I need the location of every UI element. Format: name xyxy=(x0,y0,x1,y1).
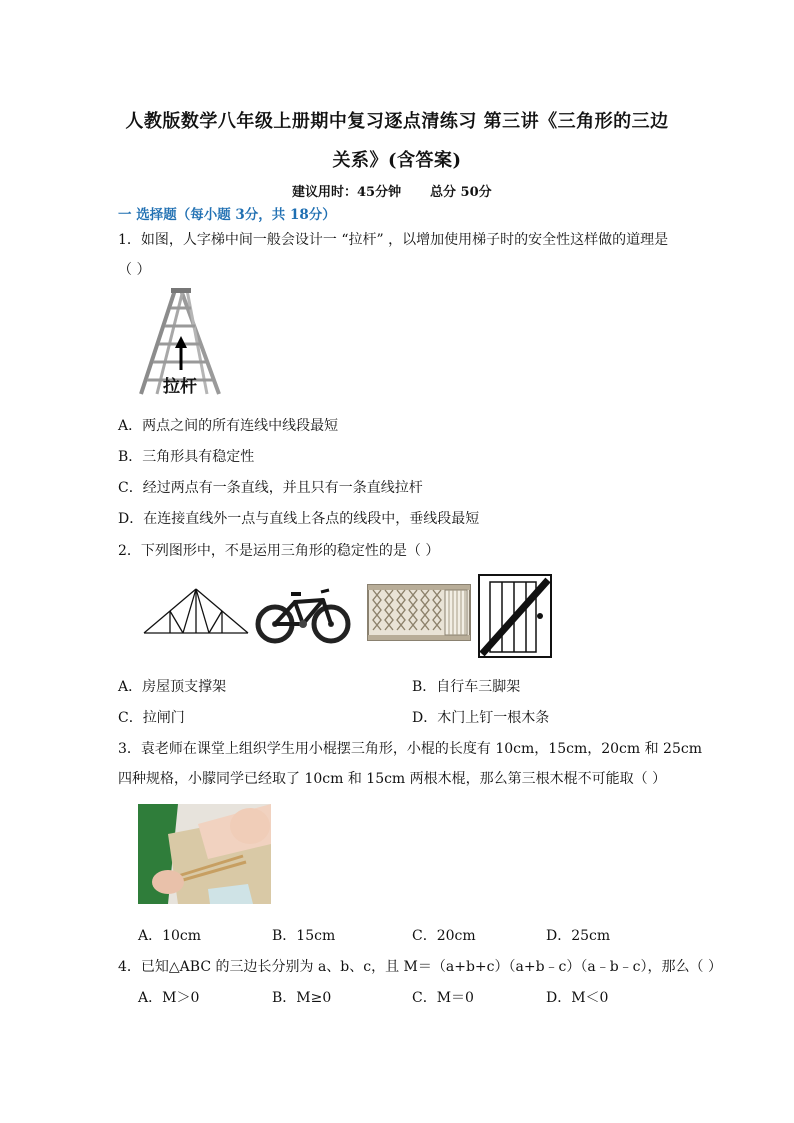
question-1-option-b[interactable]: B．三角形具有稳定性 xyxy=(118,449,255,465)
question-3-option-a[interactable]: A．10cm xyxy=(138,928,202,944)
folding-gate-figure xyxy=(367,584,471,641)
question-2-text: 2．下列图形中，不是运用三角形的稳定性的是（ ） xyxy=(118,543,440,559)
bicycle-figure xyxy=(255,582,351,644)
question-4-option-b[interactable]: B．M≥0 xyxy=(272,990,332,1006)
wooden-door-image xyxy=(478,574,552,658)
sticks-photo-image xyxy=(138,804,271,904)
question-1-option-d[interactable]: D．在连接直线外一点与直线上各点的线段中，垂线段最短 xyxy=(118,511,480,527)
total-score: 总分 50分 xyxy=(430,185,492,200)
question-4-text: 4．已知△ABC 的三边长分别为 a、b、c，且 M＝（a+b+c）（a+b﹣c）（a﹣b﹣c），那么（ ） xyxy=(118,959,722,975)
question-4-option-d[interactable]: D．M＜0 xyxy=(546,990,609,1006)
question-1-option-a[interactable]: A．两点之间的所有连线中线段最短 xyxy=(118,418,339,434)
question-2-option-c[interactable]: C．拉闸门 xyxy=(118,710,185,726)
ladder-bar-label: 拉杆 xyxy=(163,377,197,397)
page-title-line2: 关系》(含答案) xyxy=(332,150,462,171)
question-4-option-c[interactable]: C．M＝0 xyxy=(412,990,474,1006)
sticks-photo xyxy=(138,804,271,904)
question-4-option-a[interactable]: A．M＞0 xyxy=(138,990,200,1006)
section-heading-choice: 一 选择题（每小题 3分，共 18分） xyxy=(118,207,336,223)
page-title-line1: 人教版数学八年级上册期中复习逐点清练习 第三讲《三角形的三边 xyxy=(125,111,669,132)
question-2-option-a[interactable]: A．房屋顶支撑架 xyxy=(118,679,227,695)
question-2-option-b[interactable]: B．自行车三脚架 xyxy=(412,679,521,695)
roof-truss-image xyxy=(142,585,250,637)
suggested-time: 建议用时：45分钟 xyxy=(292,185,402,200)
question-3-text-line2: 四种规格，小朦同学已经取了 10cm 和 15cm 两根木棍，那么第三根木棍不可能取（ ） xyxy=(118,771,667,787)
roof-truss-figure xyxy=(142,585,250,637)
question-3-option-b[interactable]: B．15cm xyxy=(272,928,336,944)
wooden-door-figure xyxy=(478,574,552,658)
ladder-figure xyxy=(133,286,225,398)
bicycle-image xyxy=(255,582,351,644)
question-1-option-c[interactable]: C．经过两点有一条直线，并且只有一条直线拉杆 xyxy=(118,480,423,496)
question-1-text: 1．如图，人字梯中间一般会设计一 “拉杆” ，以增加使用梯子时的安全性这样做的道理是 xyxy=(118,232,669,248)
question-3-option-c[interactable]: C．20cm xyxy=(412,928,476,944)
question-2-option-d[interactable]: D．木门上钉一根木条 xyxy=(412,710,550,726)
question-1-blank: （ ） xyxy=(118,262,151,278)
question-3-text-line1: 3．袁老师在课堂上组织学生用小棍摆三角形，小棍的长度有 10cm，15cm，20cm 和 25cm xyxy=(118,741,702,757)
folding-gate-image xyxy=(367,584,471,641)
question-3-option-d[interactable]: D．25cm xyxy=(546,928,611,944)
